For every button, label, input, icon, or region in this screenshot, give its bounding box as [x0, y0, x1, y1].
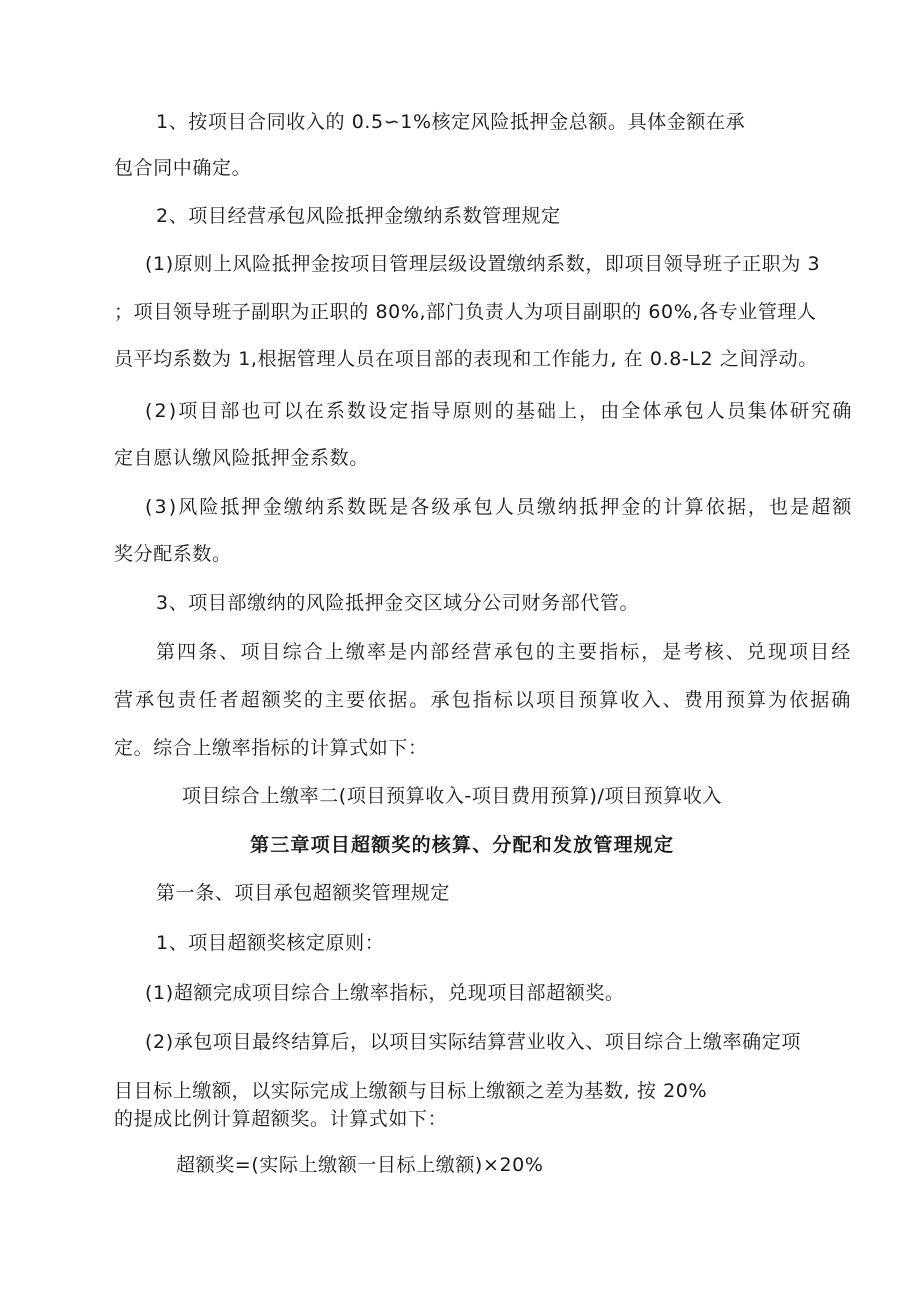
paragraph-line: (1)超额完成项目综合上缴率指标，兑现项目部超额奖。	[145, 982, 625, 1004]
paragraph-line: (3)风险抵押金缴纳系数既是各级承包人员缴纳抵押金的计算依据，也是超额	[145, 496, 854, 518]
chapter-heading: 第三章项目超额奖的核算、分配和发放管理规定	[250, 834, 675, 856]
paragraph-line: 奖分配系数。	[114, 543, 232, 565]
paragraph-line: 的提成比例计算超额奖。计算式如下：	[114, 1108, 448, 1130]
paragraph-line: ；项目领导班子副职为正职的 80%,部门负责人为项目副职的 60%,各专业管理人	[114, 301, 817, 323]
paragraph-line: 员平均系数为 1,根据管理人员在项目部的表现和工作能力, 在 0.8-L2 之间浮动。	[114, 348, 818, 370]
paragraph-line: 1、按项目合同收入的 0.5∽1%核定风险抵押金总额。具体金额在承	[156, 111, 746, 133]
paragraph-line: 定。综合上缴率指标的计算式如下：	[114, 737, 428, 759]
paragraph-line: 1、项目超额奖核定原则：	[156, 932, 385, 954]
paragraph-line: 2、项目经营承包风险抵押金缴纳系数管理规定	[156, 205, 561, 227]
paragraph-line: (2)承包项目最终结算后，以项目实际结算营业收入、项目综合上缴率确定项	[145, 1031, 801, 1053]
paragraph-line: 定自愿认缴风险抵押金系数。	[114, 447, 369, 469]
formula-line: 超额奖=(实际上缴额一目标上缴额)×20%	[176, 1154, 544, 1176]
paragraph-line: (1)原则上风险抵押金按项目管理层级设置缴纳系数，即项目领导班子正职为 3	[145, 253, 821, 275]
paragraph-line: 包合同中确定。	[114, 157, 252, 179]
article-heading: 第一条、项目承包超额奖管理规定	[156, 882, 451, 904]
paragraph-line: 3、项目部缴纳的风险抵押金交区域分公司财务部代管。	[156, 592, 640, 614]
paragraph-line: 营承包责任者超额奖的主要依据。承包指标以项目预算收入、费用预算为依据确	[114, 689, 853, 711]
paragraph-line: 第四条、项目综合上缴率是内部经营承包的主要指标，是考核、兑现项目经	[156, 641, 853, 663]
paragraph-line: (2)项目部也可以在系数设定指导原则的基础上，由全体承包人员集体研究确	[145, 400, 854, 422]
paragraph-line: 目目标上缴额，以实际完成上缴额与目标上缴额之差为基数, 按 20%	[114, 1080, 708, 1102]
formula-line: 项目综合上缴率二(项目预算收入-项目费用预算)/项目预算收入	[182, 785, 723, 807]
